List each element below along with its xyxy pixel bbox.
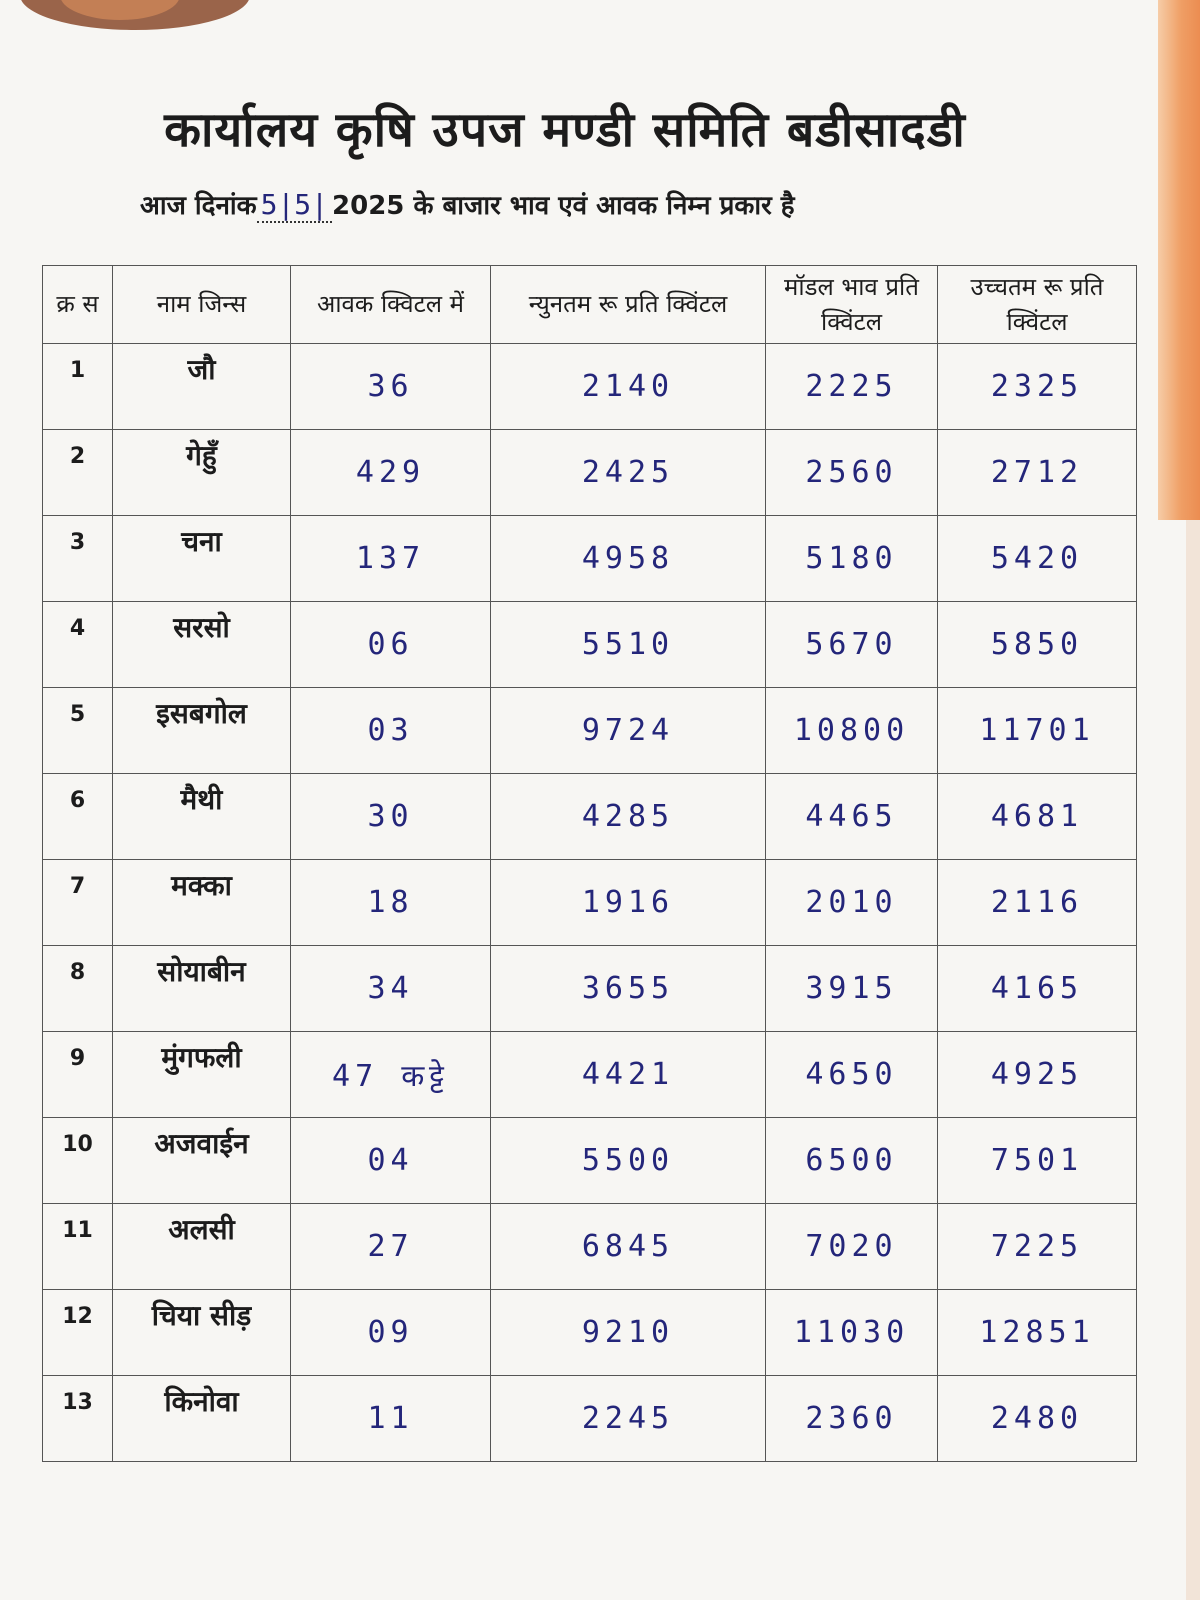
max-price-cell: 7225	[938, 1204, 1137, 1290]
arrival-cell: 27	[291, 1204, 491, 1290]
table-row	[43, 688, 1137, 774]
col-max-price: उच्चतम रू प्रति क्विंटल	[938, 266, 1137, 344]
modal-price-cell: 4650	[766, 1032, 938, 1118]
table-row	[43, 1032, 1137, 1118]
arrival-cell: 03	[291, 688, 491, 774]
table-row	[43, 1204, 1137, 1290]
arrival-cell: 137	[291, 516, 491, 602]
min-price-cell: 5510	[491, 602, 766, 688]
serial-cell: 13	[43, 1376, 113, 1462]
crop-name-cell: इसबगोल	[113, 688, 291, 774]
col-serial: क्र स	[43, 266, 113, 344]
min-price-cell: 4958	[491, 516, 766, 602]
min-price-cell: 9724	[491, 688, 766, 774]
rates-table	[42, 265, 1137, 1462]
modal-price-cell: 5670	[766, 602, 938, 688]
crop-name-cell: मुंगफली	[113, 1032, 291, 1118]
page-title: कार्यालय कृषि उपज मण्डी समिति बडीसादडी	[164, 102, 966, 158]
serial-cell: 8	[43, 946, 113, 1032]
col-arrival: आवक क्विटल में	[291, 266, 491, 344]
arrival-cell: 18	[291, 860, 491, 946]
min-price-cell: 4285	[491, 774, 766, 860]
orange-edge	[1158, 0, 1200, 520]
table-row	[43, 1290, 1137, 1376]
serial-cell: 4	[43, 602, 113, 688]
crop-name-cell: अलसी	[113, 1204, 291, 1290]
col-min-price: न्युनतम रू प्रति क्विंटल	[491, 266, 766, 344]
serial-cell: 3	[43, 516, 113, 602]
max-price-cell: 2480	[938, 1376, 1137, 1462]
crop-name-cell: मक्का	[113, 860, 291, 946]
arrival-cell: 09	[291, 1290, 491, 1376]
min-price-cell: 5500	[491, 1118, 766, 1204]
date-prefix: आज दिनांक	[140, 191, 257, 221]
table-body	[43, 344, 1137, 1462]
table-row	[43, 946, 1137, 1032]
max-price-cell: 2116	[938, 860, 1137, 946]
modal-price-cell: 7020	[766, 1204, 938, 1290]
crop-name-cell: चिया सीड़	[113, 1290, 291, 1376]
min-price-cell: 6845	[491, 1204, 766, 1290]
modal-price-cell: 10800	[766, 688, 938, 774]
arrival-cell: 04	[291, 1118, 491, 1204]
serial-cell: 5	[43, 688, 113, 774]
arrival-cell: 34	[291, 946, 491, 1032]
min-price-cell: 9210	[491, 1290, 766, 1376]
table-row	[43, 1376, 1137, 1462]
crop-name-cell: जौ	[113, 344, 291, 430]
max-price-cell: 11701	[938, 688, 1137, 774]
serial-cell: 12	[43, 1290, 113, 1376]
table-row	[43, 602, 1137, 688]
table-row	[43, 430, 1137, 516]
arrival-cell: 11	[291, 1376, 491, 1462]
modal-price-cell: 4465	[766, 774, 938, 860]
max-price-cell: 4165	[938, 946, 1137, 1032]
modal-price-cell: 2010	[766, 860, 938, 946]
paper-edge	[1186, 520, 1200, 1600]
table-row	[43, 344, 1137, 430]
table-row	[43, 516, 1137, 602]
min-price-cell: 2425	[491, 430, 766, 516]
arrival-cell: 47 कट्टे	[291, 1032, 491, 1118]
crop-name-cell: सरसो	[113, 602, 291, 688]
crop-name-cell: अजवाईन	[113, 1118, 291, 1204]
serial-cell: 11	[43, 1204, 113, 1290]
min-price-cell: 1916	[491, 860, 766, 946]
max-price-cell: 5850	[938, 602, 1137, 688]
arrival-cell: 06	[291, 602, 491, 688]
col-modal-price: मॉडल भाव प्रति क्विंटल	[766, 266, 938, 344]
min-price-cell: 2245	[491, 1376, 766, 1462]
serial-cell: 6	[43, 774, 113, 860]
modal-price-cell: 6500	[766, 1118, 938, 1204]
modal-price-cell: 5180	[766, 516, 938, 602]
date-suffix: 2025 के बाजार भाव एवं आवक निम्न प्रकार है	[332, 191, 795, 221]
min-price-cell: 3655	[491, 946, 766, 1032]
min-price-cell: 2140	[491, 344, 766, 430]
max-price-cell: 12851	[938, 1290, 1137, 1376]
modal-price-cell: 2225	[766, 344, 938, 430]
serial-cell: 9	[43, 1032, 113, 1118]
arrival-cell: 36	[291, 344, 491, 430]
modal-price-cell: 3915	[766, 946, 938, 1032]
crop-name-cell: गेहुँ	[113, 430, 291, 516]
max-price-cell: 4681	[938, 774, 1137, 860]
max-price-cell: 7501	[938, 1118, 1137, 1204]
crop-name-cell: किनोवा	[113, 1376, 291, 1462]
min-price-cell: 4421	[491, 1032, 766, 1118]
serial-cell: 10	[43, 1118, 113, 1204]
crop-name-cell: सोयाबीन	[113, 946, 291, 1032]
header-row	[43, 266, 1137, 344]
table-row	[43, 774, 1137, 860]
arrival-cell: 30	[291, 774, 491, 860]
crop-name-cell: चना	[113, 516, 291, 602]
max-price-cell: 2325	[938, 344, 1137, 430]
max-price-cell: 2712	[938, 430, 1137, 516]
serial-cell: 1	[43, 344, 113, 430]
modal-price-cell: 11030	[766, 1290, 938, 1376]
date-handwritten: 5|5|	[257, 188, 332, 223]
max-price-cell: 4925	[938, 1032, 1137, 1118]
serial-cell: 2	[43, 430, 113, 516]
col-crop: नाम जिन्स	[113, 266, 291, 344]
table-row	[43, 860, 1137, 946]
modal-price-cell: 2360	[766, 1376, 938, 1462]
serial-cell: 7	[43, 860, 113, 946]
arrival-cell: 429	[291, 430, 491, 516]
max-price-cell: 5420	[938, 516, 1137, 602]
date-line	[140, 186, 795, 222]
table-row	[43, 1118, 1137, 1204]
modal-price-cell: 2560	[766, 430, 938, 516]
crop-name-cell: मैथी	[113, 774, 291, 860]
